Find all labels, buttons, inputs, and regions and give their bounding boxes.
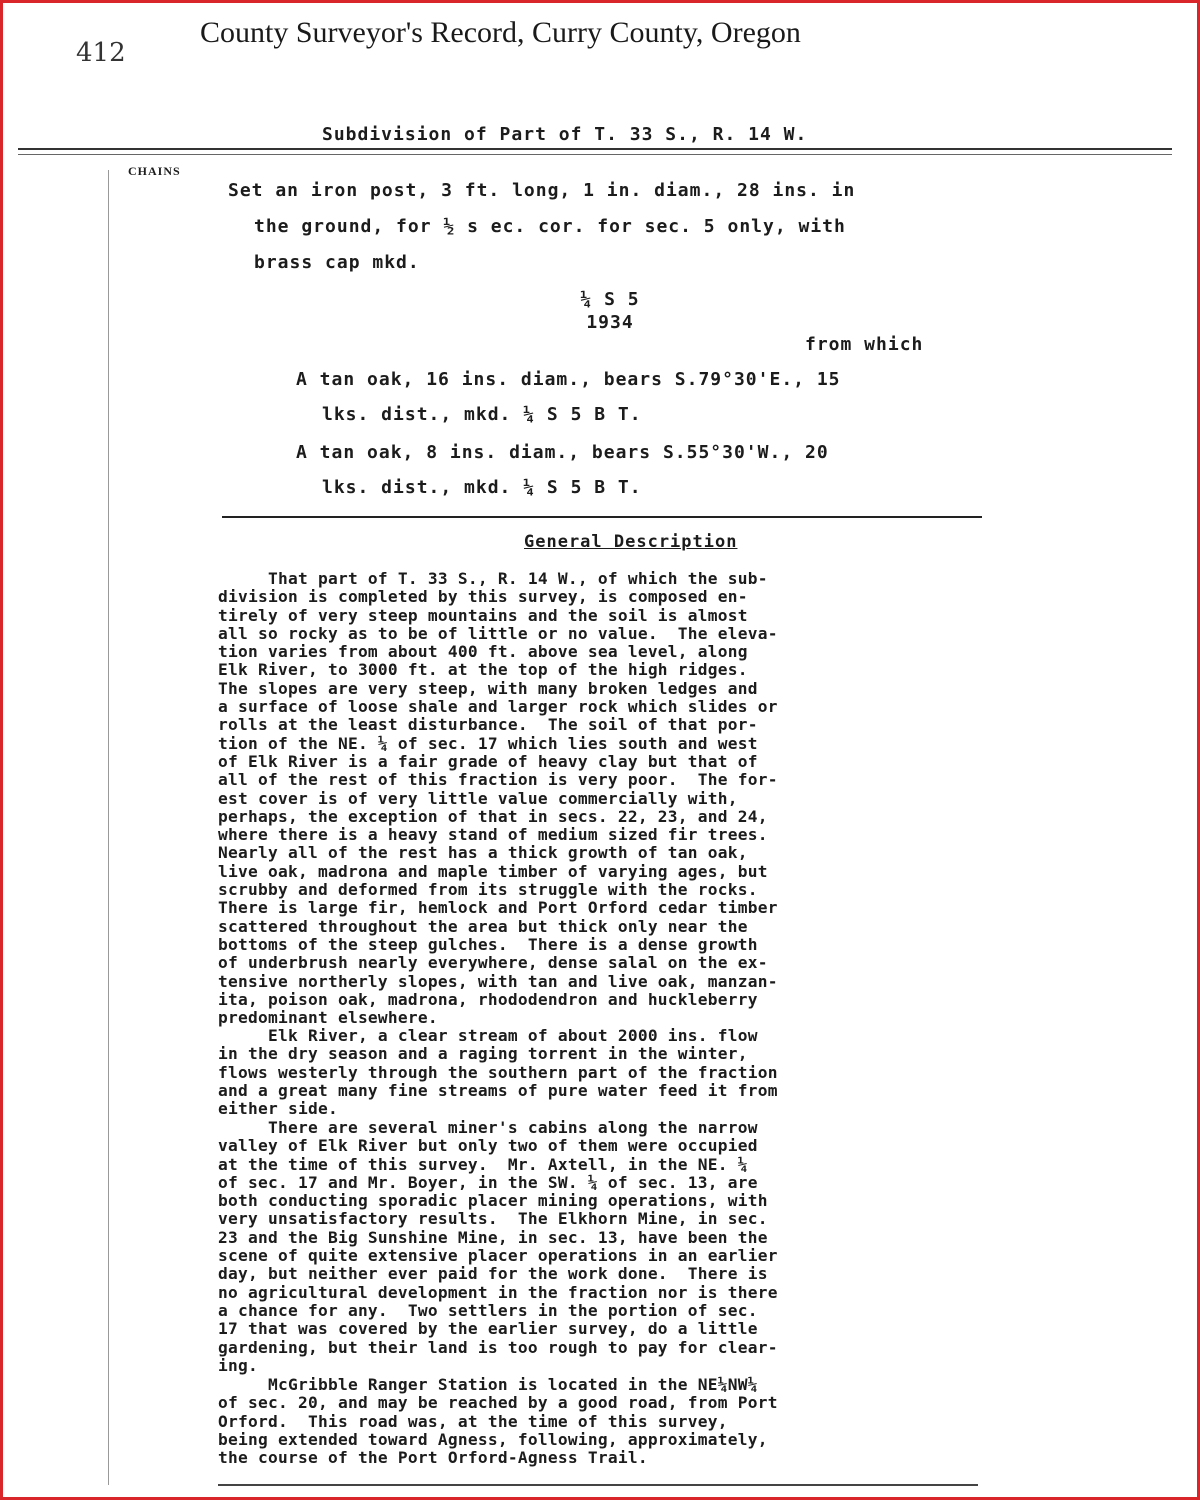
cap-marking: ¼ S 5 <box>580 289 640 310</box>
bearing-tree-2-line-2: lks. dist., mkd. ¼ S 5 B T. <box>322 477 642 498</box>
paragraph-elk-river: Elk River, a clear stream of about 2000 ins. flow in the dry season and a raging torrent in the winter, flows westerly through the southern part of the fraction and a great many fine streams of pure water feed it from either side. <box>218 1026 778 1119</box>
bottom-rule <box>218 1484 978 1486</box>
paragraph-ranger-station: McGribble Ranger Station is located in the NE¼NW¼ of sec. 20, and may be reached by a good road, from Port Orford. This road was, at the time of this survey, being extended toward Agness, following, approximately, the course of the Port Orford-Agness Trail. <box>218 1375 778 1468</box>
corner-note-line-2: the ground, for ½ s ec. cor. for sec. 5 only, with <box>254 216 846 237</box>
bearing-tree-1-line-1: A tan oak, 16 ins. diam., bears S.79°30'E., 15 <box>296 369 841 390</box>
page-number: 412 <box>76 38 126 68</box>
corner-note-line-3: brass cap mkd. <box>254 252 420 273</box>
cap-year: 1934 <box>586 312 634 333</box>
bearing-tree-1-line-2: lks. dist., mkd. ¼ S 5 B T. <box>322 404 642 425</box>
margin-line <box>108 170 109 1485</box>
page-header-title: County Surveyor's Record, Curry County, Oregon <box>200 16 801 49</box>
corner-note-line-1: Set an iron post, 3 ft. long, 1 in. diam., 28 ins. in <box>228 180 856 201</box>
from-which: from which <box>805 334 924 355</box>
header-rule <box>18 148 1172 150</box>
section-heading: General Description <box>524 532 738 552</box>
margin-label-chains: CHAINS <box>128 164 181 178</box>
header-rule-secondary <box>18 154 1172 155</box>
section-rule <box>222 516 982 518</box>
paragraph-terrain: That part of T. 33 S., R. 14 W., of which the sub- division is completed by this survey, is composed en- tirely of very steep mountains and the soil is almost all so rocky as to be of little or no value. The eleva- tion varies from about 400 ft. above sea level, along Elk River, to 3000 ft. at the top of the high ridges. The slopes are very steep, with many broken ledges and a surface of loose shale and larger rock which slides or rolls at the least disturbance. The soil of that por- tion of the NE. ¼ of sec. 17 which lies south and west of Elk River is a fair grade of heavy clay but that of all of the rest of this fraction is very poor. The for- est cover is of very little value commercially with, perhaps, the exception of that in secs. 22, 23, and 24, where there is a heavy stand of medium sized fir trees. Nearly all of the rest has a thick growth of tan oak, live oak, madrona and maple timber of varying ages, but scrubby and deformed from its struggle with the rocks. There is large fir, hemlock and Port Orford cedar timber scattered throughout the area but thick only near the bottoms of the steep gulches. There is a dense growth of underbrush nearly everywhere, dense salal on the ex- tensive northerly slopes, with tan and live oak, manzan- ita, poison oak, madrona, rhododendron and huckleberry predominant elsewhere. <box>218 569 778 1028</box>
bearing-tree-2-line-1: A tan oak, 8 ins. diam., bears S.55°30'W., 20 <box>296 442 829 463</box>
paragraph-settlement: There are several miner's cabins along the narrow valley of Elk River but only two of them were occupied at the time of this survey. Mr. Axtell, in the NE. ¼ of sec. 17 and Mr. Boyer, in the SW. ¼ of sec. 13, are both conducting sporadic placer mining operations, with very unsatisfactory results. The Elkhorn Mine, in sec. 23 and the Big Sunshine Mine, in sec. 13, have been the scene of quite extensive placer operations in an earlier day, but neither ever paid for the work done. There is no agricultural development in the fraction nor is there a chance for any. Two settlers in the portion of sec. 17 that was covered by the earlier survey, do a little gardening, but their land is too rough to pay for clear- ing. <box>218 1118 778 1375</box>
page-subtitle: Subdivision of Part of T. 33 S., R. 14 W. <box>322 124 808 145</box>
